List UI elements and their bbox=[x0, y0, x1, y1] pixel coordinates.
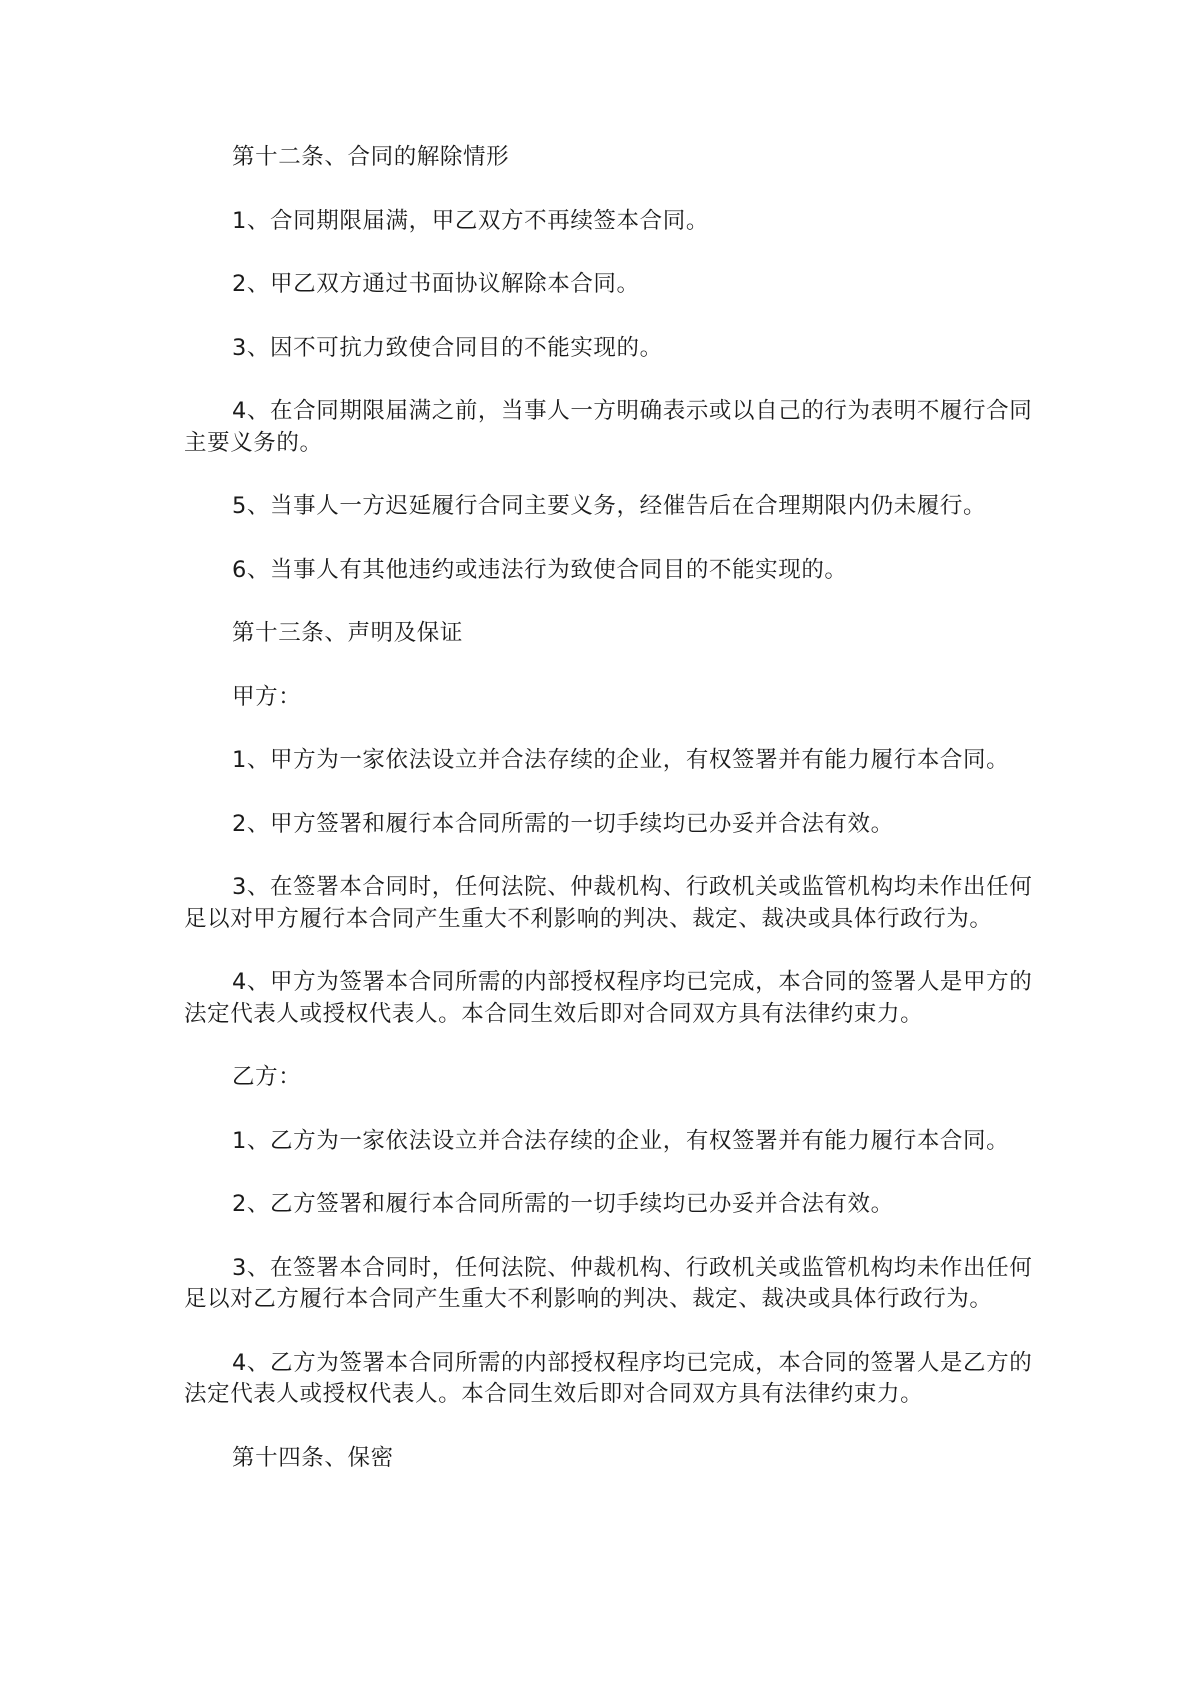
article-12-clause-6: 6、当事人有其他违约或违法行为致使合同目的不能实现的。 bbox=[232, 556, 848, 583]
document-body bbox=[184, 142, 1034, 1506]
party-a-clause-2: 2、甲方签署和履行本合同所需的一切手续均已办妥并合法有效。 bbox=[232, 810, 894, 837]
party-b-clause-1: 1、乙方为一家依法设立并合法存续的企业，有权签署并有能力履行本合同。 bbox=[232, 1127, 1010, 1154]
article-14-heading: 第十四条、保密 bbox=[232, 1444, 394, 1471]
party-b-clause-4: 4、乙方为签署本合同所需的内部授权程序均已完成，本合同的签署人是乙方的法定代表人或授权代表人。本合同生效后即对合同双方具有法律约束力。 bbox=[184, 1349, 1033, 1407]
party-a-clause-4: 4、甲方为签署本合同所需的内部授权程序均已完成，本合同的签署人是甲方的法定代表人或授权代表人。本合同生效后即对合同双方具有法律约束力。 bbox=[184, 969, 1033, 1027]
party-b-clause-2: 2、乙方签署和履行本合同所需的一切手续均已办妥并合法有效。 bbox=[232, 1191, 894, 1217]
article-12-clause-2: 2、甲乙双方通过书面协议解除本合同。 bbox=[232, 271, 640, 297]
article-13-heading: 第十三条、声明及保证 bbox=[232, 620, 464, 646]
article-12-clause-4: 4、在合同期限届满之前，当事人一方明确表示或以自己的行为表明不履行合同主要义务的。 bbox=[184, 398, 1033, 456]
article-12-clause-1: 1、合同期限届满，甲乙双方不再续签本合同。 bbox=[232, 207, 709, 234]
party-a-label: 甲方： bbox=[232, 683, 302, 710]
article-12-heading: 第十二条、合同的解除情形 bbox=[232, 144, 510, 170]
party-a-clause-3: 3、在签署本合同时，任何法院、仲裁机构、行政机关或监管机构均未作出任何足以对甲方履行本合同产生重大不利影响的判决、裁定、裁决或具体行政行为。 bbox=[184, 874, 1033, 932]
party-b-clause-3: 3、在签署本合同时，任何法院、仲裁机构、行政机关或监管机构均未作出任何足以对乙方履行本合同产生重大不利影响的判决、裁定、裁决或具体行政行为。 bbox=[184, 1254, 1033, 1312]
party-a-clause-1: 1、甲方为一家依法设立并合法存续的企业，有权签署并有能力履行本合同。 bbox=[232, 747, 1010, 773]
article-12-clause-3: 3、因不可抗力致使合同目的不能实现的。 bbox=[232, 334, 663, 361]
party-b-label: 乙方： bbox=[232, 1064, 302, 1090]
article-12-clause-5: 5、当事人一方迟延履行合同主要义务，经催告后在合理期限内仍未履行。 bbox=[232, 493, 987, 519]
